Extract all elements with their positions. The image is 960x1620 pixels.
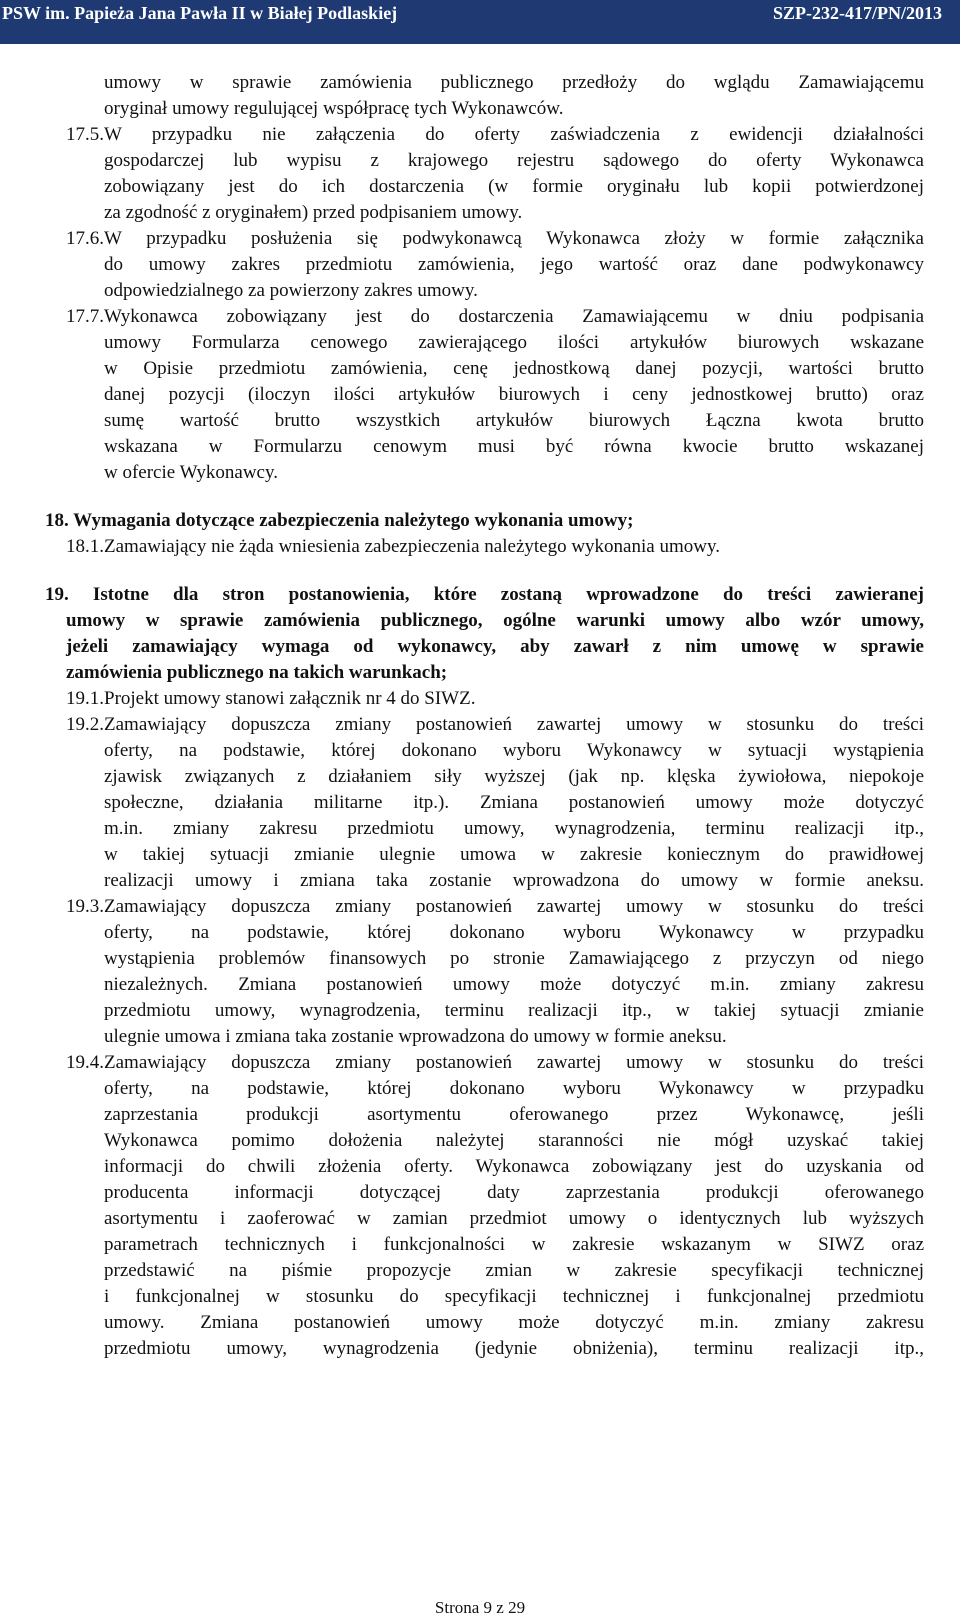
header-institution: PSW im. Papieża Jana Pawła II w Białej Podlaskiej (2, 3, 398, 23)
text-line: do umowy zakres przedmiotu zamówienia, jego wartość oraz dane podwykonawcy (104, 254, 924, 275)
text-line: wskazana w Formularzu cenowym musi być równa kwocie brutto wskazanej (104, 436, 924, 457)
section-number: 17.7. (66, 306, 104, 327)
text-line: Zamawiający nie żąda wniesienia zabezpieczenia należytego wykonania umowy. (104, 536, 720, 557)
text-line: m.in. zmiany zakresu przedmiotu umowy, wynagrodzenia, terminu realizacji itp., (104, 818, 924, 839)
text-line: ulegnie umowa i zmiana taka zostanie wprowadzona do umowy w formie aneksu. (104, 1026, 727, 1047)
text-line: danej pozycji (iloczyn ilości artykułów biurowych i ceny jednostkowej brutto) oraz (104, 384, 924, 405)
text-line: i funkcjonalnej w stosunku do specyfikacji technicznej i funkcjonalnej przedmiotu (104, 1286, 924, 1307)
text-line: oferty, na podstawie, której dokonano wyboru Wykonawcy w przypadku (104, 1078, 924, 1099)
text-line: w ofercie Wykonawcy. (104, 462, 279, 483)
section-heading: umowy w sprawie zamówienia publicznego, ogólne warunki umowy albo wzór umowy, (66, 610, 924, 631)
text-line: zaprzestania produkcji asortymentu oferowanego przez Wykonawcę, jeśli (104, 1104, 924, 1125)
text-line: za zgodność z oryginałem) przed podpisaniem umowy. (104, 202, 523, 223)
text-line: umowy Formularza cenowego zawierającego ilości artykułów biurowych wskazane (104, 332, 924, 353)
text-line: asortymentu i zaoferować w zamian przedmiot umowy o identycznych lub wyższych (104, 1208, 924, 1229)
section-heading: zamówienia publicznego na takich warunkach; (66, 662, 448, 683)
page-number: Strona 9 z 29 (434, 1598, 526, 1617)
text-line: Wykonawca zobowiązany jest do dostarczenia Zamawiającemu w dniu podpisania (104, 306, 924, 327)
text-line: przedmiotu umowy, wynagrodzenia (jedynie obniżenia), terminu realizacji itp., (104, 1338, 924, 1359)
text-line: oferty, na podstawie, której dokonano wyboru Wykonawcy w sytuacji wystąpienia (104, 740, 924, 761)
text-line: W przypadku nie załączenia do oferty zaświadczenia z ewidencji działalności (104, 124, 924, 145)
header-reference-number: SZP-232-417/PN/2013 (773, 3, 942, 23)
text-line: parametrach technicznych i funkcjonalności w zakresie wskazanym w SIWZ oraz (104, 1234, 924, 1255)
section-number: 17.6. (66, 228, 104, 249)
text-line: społeczne, działania militarne itp.). Zmiana postanowień umowy może dotyczyć (104, 792, 924, 813)
text-line: umowy w sprawie zamówienia publicznego przedłoży do wglądu Zamawiającemu (104, 72, 924, 93)
text-line: niezależnych. Zmiana postanowień umowy może dotyczyć m.in. zmiany zakresu (104, 974, 924, 995)
text-line: W przypadku posłużenia się podwykonawcą Wykonawca złoży w formie załącznika (104, 228, 924, 249)
text-line: w takiej sytuacji zmianie ulegnie umowa w zakresie koniecznym do prawidłowej (104, 844, 924, 865)
text-line: Zamawiający dopuszcza zmiany postanowień zawartej umowy w stosunku do treści (104, 714, 924, 735)
section-heading: jeżeli zamawiający wymaga od wykonawcy, aby zawarł z nim umowę w sprawie (66, 636, 924, 657)
text-line: Wykonawca pomimo dołożenia należytej staranności nie mógł uzyskać takiej (104, 1130, 924, 1151)
page-header (0, 0, 960, 44)
text-line: Zamawiający dopuszcza zmiany postanowień zawartej umowy w stosunku do treści (104, 1052, 924, 1073)
section-number: 19.3. (66, 896, 104, 917)
text-line: przedstawić na piśmie propozycje zmian w zakresie specyfikacji technicznej (104, 1260, 924, 1281)
text-line: Zamawiający dopuszcza zmiany postanowień zawartej umowy w stosunku do treści (104, 896, 924, 917)
text-line: zobowiązany jest do ich dostarczenia (w formie oryginału lub kopii potwierdzonej (104, 176, 924, 197)
text-line: sumę wartość brutto wszystkich artykułów biurowych Łączna kwota brutto (104, 410, 924, 431)
text-line: w Opisie przedmiotu zamówienia, cenę jednostkową danej pozycji, wartości brutto (104, 358, 924, 379)
section-number: 17.5. (66, 124, 104, 145)
text-line: przedmiotu umowy, wynagrodzenia, terminu realizacji itp., w takiej sytuacji zmianie (104, 1000, 924, 1021)
section-number: 18.1. (66, 536, 104, 557)
text-line: realizacji umowy i zmiana taka zostanie wprowadzona do umowy w formie aneksu. (104, 870, 924, 891)
section-number: 19.2. (66, 714, 104, 735)
section-heading: 18. Wymagania dotyczące zabezpieczenia należytego wykonania umowy; (45, 510, 634, 531)
text-line: Projekt umowy stanowi załącznik nr 4 do SIWZ. (104, 688, 476, 709)
section-heading: 19. Istotne dla stron postanowienia, które zostaną wprowadzone do treści zawieranej (45, 584, 924, 605)
text-line: gospodarczej lub wypisu z krajowego rejestru sądowego do oferty Wykonawca (104, 150, 924, 171)
text-line: oferty, na podstawie, której dokonano wyboru Wykonawcy w przypadku (104, 922, 924, 943)
text-line: informacji do chwili złożenia oferty. Wykonawca zobowiązany jest do uzyskania od (104, 1156, 924, 1177)
section-number: 19.1. (66, 688, 104, 709)
text-line: oryginał umowy regulującej współpracę tych Wykonawców. (104, 98, 564, 119)
text-line: umowy. Zmiana postanowień umowy może dotyczyć m.in. zmiany zakresu (104, 1312, 924, 1333)
text-line: wystąpienia problemów finansowych po stronie Zamawiającego z przyczyn od niego (104, 948, 924, 969)
text-line: odpowiedzialnego za powierzony zakres umowy. (104, 280, 478, 301)
text-line: zjawisk związanych z działaniem siły wyższej (jak np. klęska żywiołowa, niepokoje (104, 766, 924, 787)
section-number: 19.4. (66, 1052, 104, 1073)
text-line: producenta informacji dotyczącej daty zaprzestania produkcji oferowanego (104, 1182, 924, 1203)
